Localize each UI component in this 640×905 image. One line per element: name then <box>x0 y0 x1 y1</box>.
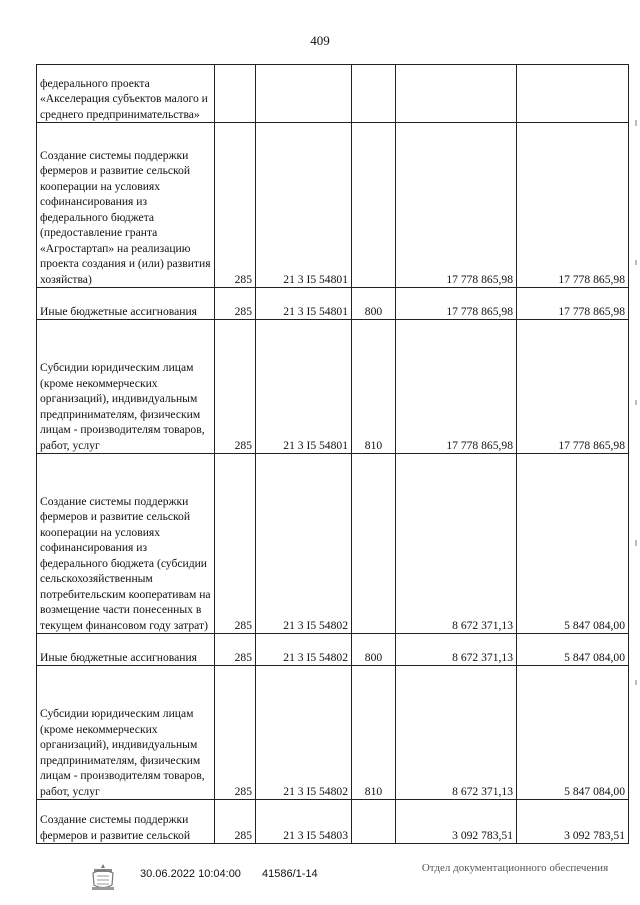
row-code: 21 3 I5 54802 <box>256 454 352 634</box>
department-stamp: Отдел документационного обеспечения <box>421 862 609 874</box>
page-number: 409 <box>310 33 330 48</box>
row-sum-1: 3 092 783,51 <box>396 800 517 844</box>
table-row <box>37 454 629 634</box>
row-grbs: 285 <box>215 454 256 634</box>
row-name: Создание системы поддержки фермеров и развитие сельской кооперации на условиях софинансирования из федерального бюджета (субсидии сельскохозяйственным потребительским кооперативам на возмещение части понесенных в текущем финансовом году затрат) <box>37 454 215 634</box>
row-name: Создание системы поддержки фермеров и развитие сельской кооперации на условиях софинансирования из федерального бюджета (предоставление гранта «Агростартап» на реализацию проекта создания и (или) развития хозяйства) <box>37 123 215 288</box>
row-code: 21 3 I5 54801 <box>256 123 352 288</box>
row-sum-2: 17 778 865,98 <box>517 320 629 454</box>
table-row <box>37 320 629 454</box>
row-kvr: 800 <box>352 288 396 320</box>
row-kvr <box>352 454 396 634</box>
row-sum-2: 17 778 865,98 <box>517 288 629 320</box>
row-kvr <box>352 65 396 123</box>
table-row <box>37 288 629 320</box>
row-sum-1: 8 672 371,13 <box>396 634 517 666</box>
row-name: Субсидии юридическим лицам (кроме некоммерческих организаций), индивидуальным предпринимателям, физическим лицам - производителям товаров, работ, услуг <box>37 666 215 800</box>
row-sum-2: 17 778 865,98 <box>517 123 629 288</box>
table-row <box>37 800 629 844</box>
row-grbs: 285 <box>215 666 256 800</box>
row-sum-1: 8 672 371,13 <box>396 666 517 800</box>
row-name: Иные бюджетные ассигнования <box>37 634 215 666</box>
margin-marks <box>634 100 638 800</box>
row-name: Иные бюджетные ассигнования <box>37 288 215 320</box>
row-code: 21 3 I5 54801 <box>256 320 352 454</box>
coat-of-arms-icon <box>88 862 118 892</box>
row-sum-1 <box>396 65 517 123</box>
row-kvr: 810 <box>352 666 396 800</box>
row-code: 21 3 I5 54802 <box>256 666 352 800</box>
row-grbs: 285 <box>215 634 256 666</box>
row-kvr: 810 <box>352 320 396 454</box>
document-number: 41586/1-14 <box>262 868 318 880</box>
row-grbs <box>215 65 256 123</box>
row-code <box>256 65 352 123</box>
row-sum-2: 5 847 084,00 <box>517 454 629 634</box>
row-code: 21 3 I5 54801 <box>256 288 352 320</box>
row-sum-2: 5 847 084,00 <box>517 634 629 666</box>
row-grbs: 285 <box>215 123 256 288</box>
row-grbs: 285 <box>215 288 256 320</box>
row-grbs: 285 <box>215 320 256 454</box>
table-row <box>37 634 629 666</box>
row-code: 21 3 I5 54803 <box>256 800 352 844</box>
signature-date: 30.06.2022 10:04:00 <box>140 868 241 880</box>
row-name: Субсидии юридическим лицам (кроме некоммерческих организаций), индивидуальным предпринимателям, физическим лицам - производителям товаров, работ, услуг <box>37 320 215 454</box>
row-kvr <box>352 800 396 844</box>
row-kvr <box>352 123 396 288</box>
row-sum-1: 17 778 865,98 <box>396 288 517 320</box>
table-row <box>37 65 629 123</box>
row-grbs: 285 <box>215 800 256 844</box>
table-row <box>37 666 629 800</box>
budget-table <box>36 64 629 844</box>
row-code: 21 3 I5 54802 <box>256 634 352 666</box>
row-sum-1: 17 778 865,98 <box>396 123 517 288</box>
row-name: Создание системы поддержки фермеров и развитие сельской <box>37 800 215 844</box>
row-sum-2 <box>517 65 629 123</box>
row-sum-2: 5 847 084,00 <box>517 666 629 800</box>
row-sum-1: 8 672 371,13 <box>396 454 517 634</box>
row-name: федерального проекта «Акселерация субъектов малого и среднего предпринимательства» <box>37 65 215 123</box>
row-kvr: 800 <box>352 634 396 666</box>
page-footer <box>0 862 640 892</box>
table-row <box>37 123 629 288</box>
row-sum-2: 3 092 783,51 <box>517 800 629 844</box>
row-sum-1: 17 778 865,98 <box>396 320 517 454</box>
